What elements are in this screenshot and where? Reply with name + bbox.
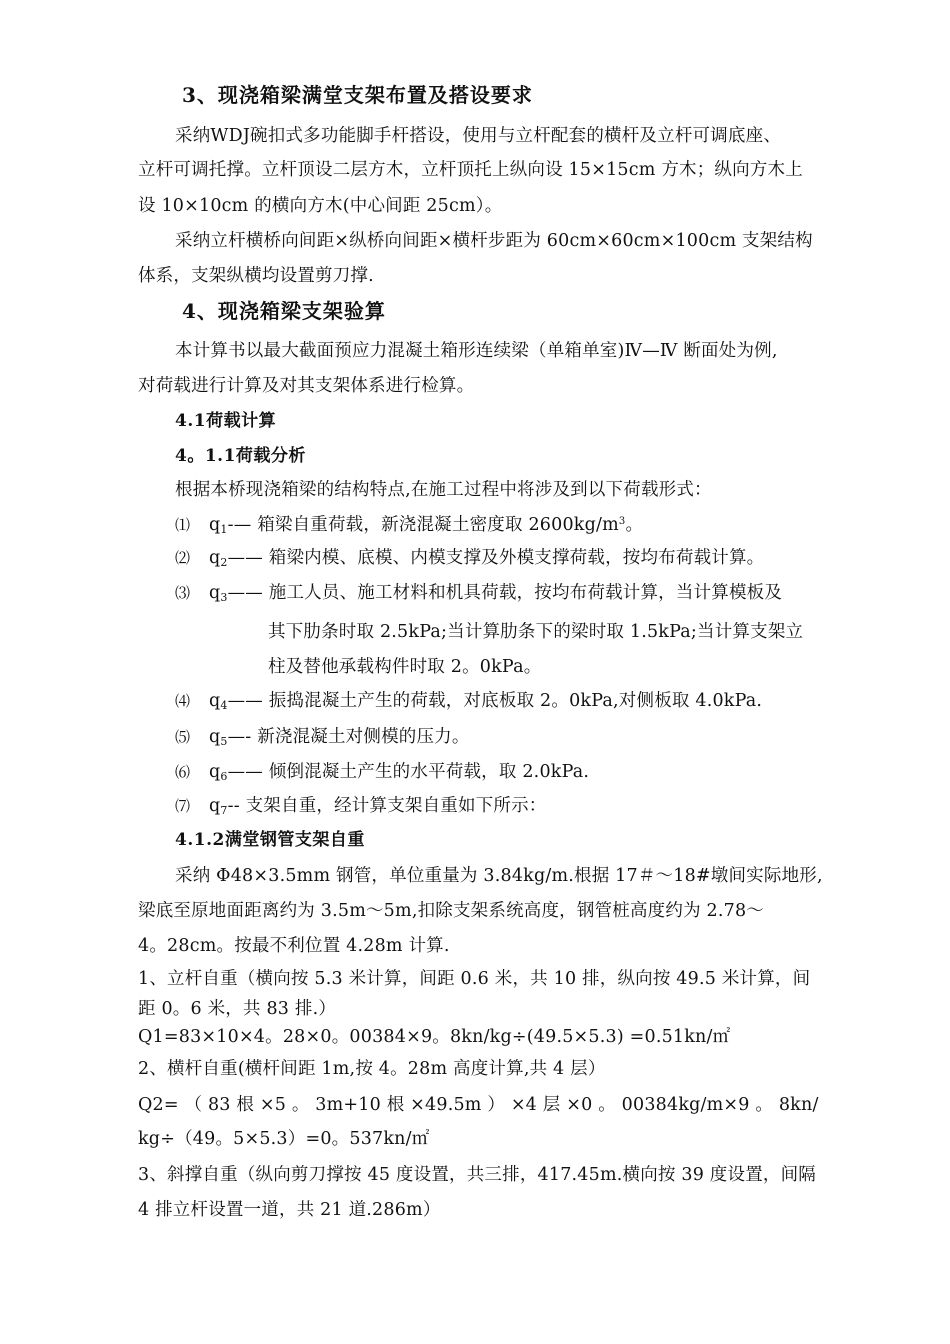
section-3-heading: 3、现浇箱梁满堂支架布置及搭设要求 — [182, 83, 533, 107]
section-3-para1-line3: 设 10×10cm 的横向方木(中心间距 25cm）。 — [138, 196, 503, 216]
load-item-2: ⑵ $q_2——$ 箱梁内模、底模、内模支撑及外模支撑荷载，按均布荷载计算。 — [175, 548, 765, 569]
load-item-3-continued-2: 柱及替他承载构件时取 2。0kPa。 — [268, 657, 542, 677]
steel-pipe-para-line2: 梁底至原地面距离约为 3.5m～5m,扣除支架系统高度，钢管桩高度约为 2.78～ — [138, 901, 765, 921]
formula-q2-line1: Q2= （ 83 根 ×5 。 3m+10 根 ×49.5m ） ×4 层 ×0 。 00384kg/m×9 。 8kn/ — [138, 1095, 819, 1115]
calc-1-line1: 1、立杆自重（横向按 5.3 米计算，间距 0.6 米，共 10 排，纵向按 49.5 米计算，间 — [138, 969, 811, 989]
load-item-7: ⑺ $q_7--$ 支架自重，经计算支架自重如下所示： — [175, 796, 547, 817]
formula-q1: Q1=83×10×4。28×0。00384×9。8kn/kg÷(49.5×5.3) =0.51kn/㎡ — [138, 1027, 731, 1047]
calc-3-line1: 3、斜撑自重（纵向剪刀撑按 45 度设置，共三排，417.45m.横向按 39 度设置，间隔 — [138, 1165, 817, 1185]
section-4-1-heading: 4.1荷载计算 — [175, 411, 277, 431]
steel-pipe-para-line1: 采纳 Φ48×3.5mm 钢管，单位重量为 3.84kg/m.根据 17＃～18#墩间实际地形, — [175, 866, 823, 886]
load-item-4: ⑷ $q_4——$ 振捣混凝土产生的荷载，对底板取 2。0kPa,对侧板取 4.0kPa. — [175, 691, 763, 712]
calc-3-line2: 4 排立杆设置一道，共 21 道.286m） — [138, 1200, 441, 1220]
section-4-para1-line2: 对荷载进行计算及对其支架体系进行检算。 — [138, 376, 475, 396]
load-item-3: ⑶ $q_3——$ 施工人员、施工材料和机具荷载，按均布荷载计算，当计算模板及 — [175, 583, 783, 604]
calc-1-line2: 距 0。6 米，共 83 排.） — [138, 999, 337, 1019]
load-item-5: ⑸ $q_5—-$ 新浇混凝土对侧模的压力。 — [175, 727, 470, 748]
section-3-para1-line2: 立杆可调托撑。立杆顶设二层方木，立杆顶托上纵向设 15×15cm 方木；纵向方木上 — [138, 160, 803, 180]
section-4-heading: 4、现浇箱梁支架验算 — [182, 299, 386, 323]
section-3-para2-line1: 采纳立杆横桥向间距×纵桥向间距×横杆步距为 60cm×60cm×100cm 支架结构 — [175, 231, 813, 251]
section-4-1-2-heading: 4.1.2满堂钢管支架自重 — [175, 830, 365, 850]
steel-pipe-para-line3: 4。28cm。按最不利位置 4.28m 计算. — [138, 936, 450, 956]
load-item-1: ⑴ $q_1-—$ 箱梁自重荷载，新浇混凝土密度取 $2600kg/m^3$。 — [175, 515, 644, 536]
load-item-3-continued-1: 其下肋条时取 2.5kPa;当计算肋条下的梁时取 1.5kPa;当计算支架立 — [268, 622, 804, 642]
calc-2-line1: 2、横杆自重(横杆间距 1m,按 4。28m 高度计算,共 4 层） — [138, 1059, 606, 1079]
load-intro: 根据本桥现浇箱梁的结构特点,在施工过程中将涉及到以下荷载形式： — [175, 480, 712, 500]
section-4-1-1-heading: 4。1.1荷载分析 — [175, 446, 306, 466]
section-3-para2-line2: 体系，支架纵横均设置剪刀撑. — [138, 266, 374, 286]
load-item-6: ⑹ $q_6——$ 倾倒混凝土产生的水平荷载，取 2.0kPa. — [175, 762, 590, 783]
section-4-para1-line1: 本计算书以最大截面预应力混凝土箱形连续梁（单箱单室)Ⅳ—Ⅳ 断面处为例, — [175, 341, 778, 361]
section-3-para1-line1: 采纳WDJ碗扣式多功能脚手杆搭设，使用与立杆配套的横杆及立杆可调底座、 — [175, 126, 782, 146]
formula-q2-line2: kg÷（49。5×5.3）=0。537kn/㎡ — [138, 1129, 430, 1149]
